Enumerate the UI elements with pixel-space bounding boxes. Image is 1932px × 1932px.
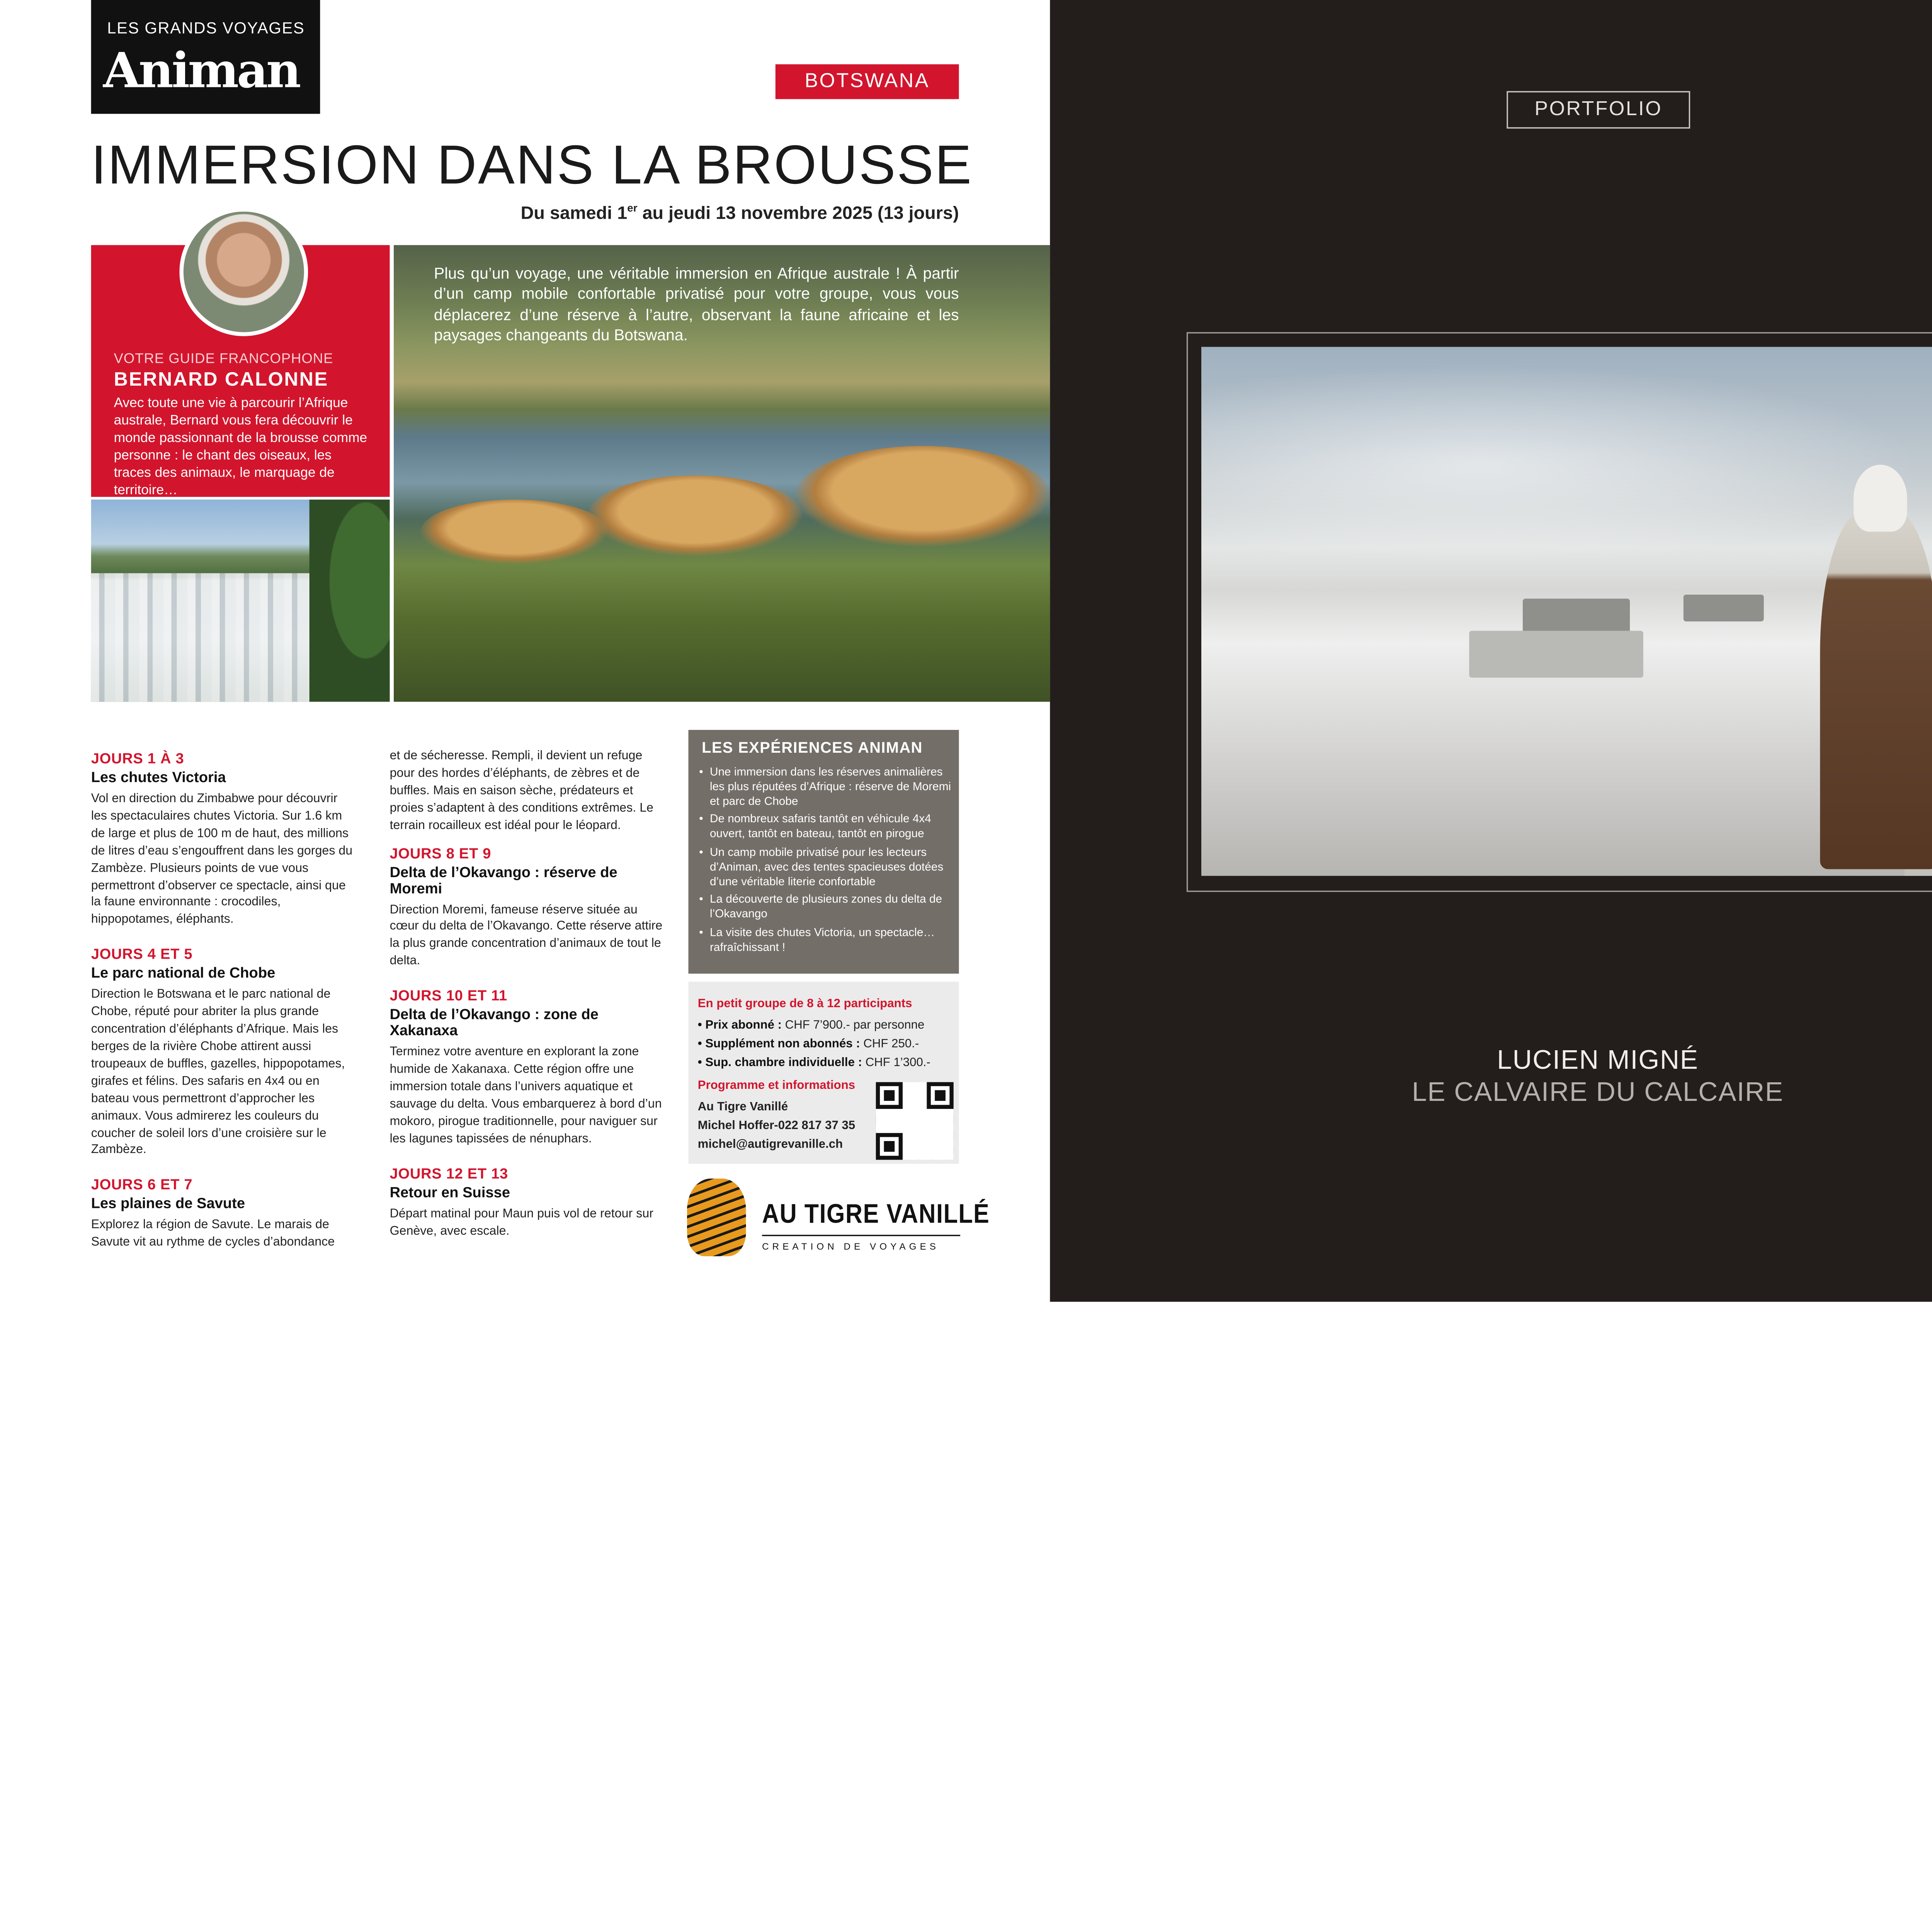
dust-haze xyxy=(1201,347,1932,561)
day-text-continued: et de sécheresse. Rempli, il devient un refuge pour des hordes d’éléphants, de zèbres et de buffles. Mais en saison sèche, prédateurs et proies s’adaptent à des conditions extrêmes. Le terrain rocailleux est idéal pour le léopard. xyxy=(389,748,654,832)
itinerary-day xyxy=(91,751,354,928)
lion-shape xyxy=(420,500,608,564)
limestone-quarry-photo xyxy=(1201,347,1932,876)
experience-item: • De nombreux safaris tantôt en véhicule 4x4 ouvert, tantôt en bateau, tantôt en pirogue xyxy=(699,812,954,841)
qr-finder xyxy=(876,1082,903,1109)
logo-wordmark: Animan xyxy=(103,43,299,99)
logo-tagline: LES GRANDS VOYAGES xyxy=(107,19,305,38)
truck-shape xyxy=(1469,631,1643,677)
au-tigre-vanille-logo xyxy=(687,1179,990,1259)
itinerary-column-2 xyxy=(390,747,665,1239)
lion-shape xyxy=(796,446,1050,546)
day-title: Retour en Suisse xyxy=(389,1185,510,1201)
experience-item: • La visite des chutes Victoria, un spectacle… rafraîchissant ! xyxy=(699,925,954,954)
price-value: CHF 7’900.- par personne xyxy=(782,1018,925,1031)
guide-bio: Avec toute une vie à parcourir l’Afrique australe, Bernard vous fera découvrir le monde passionnant de la brousse comme personne : le chant des oiseaux, les traces des animaux, le marquage de territoire… xyxy=(114,396,367,499)
contact-phone[interactable]: Michel Hoffer-022 817 37 35 xyxy=(697,1118,855,1132)
price-value: CHF 1’300.- xyxy=(862,1055,930,1069)
day-text: Vol en direction du Zimbabwe pour découvrir les spectaculaires chutes Victoria. Sur 1.6 km de large et plus de 100 m de haut, des millions de litres d’eau s’engouffrent dans les gorges du Zambèze. Plusieurs points de vue vous permettront d’observer ce spectacle, ainsi que la faune environnante : crocodiles, hippopotames, éléphants. xyxy=(91,791,353,926)
day-range: JOURS 1 À 3 xyxy=(91,751,184,768)
portfolio-work-title: LE CALVAIRE DU CALCAIRE xyxy=(1412,1078,1784,1108)
day-range: JOURS 8 ET 9 xyxy=(389,845,492,862)
lead-paragraph: Plus qu’un voyage, une véritable immersion en Afrique australe ! À partir d’un camp mobile confortable privatisé pour votre groupe, vous vous déplacerez d’une réserve à l’autre, observant la faune africaine et les paysages changeants du Botswana. xyxy=(434,264,959,344)
experiences-list xyxy=(699,765,954,958)
day-range: JOURS 12 ET 13 xyxy=(389,1166,509,1182)
day-text: Terminez votre aventure en explorant la zone humide de Xakanaxa. Cette région offre une immersion totale dans l’univers aquatique et sauvage du delta. Vous embarquerez à bord d’un mokoro, pirogue traditionnelle, pour naviguer sur les lagunes tapissées de nénuphars. xyxy=(389,1045,662,1145)
victoria-falls-photo xyxy=(91,500,390,702)
itinerary-day xyxy=(390,1166,665,1239)
price-row xyxy=(698,1018,925,1031)
experience-item: • Un camp mobile privatisé pour les lecteurs d’Animan, avec des tentes spacieuses dotées d’une véritable literie confortable xyxy=(699,845,954,888)
dates-start: Du samedi 1 xyxy=(520,203,628,223)
day-range: JOURS 4 ET 5 xyxy=(91,947,193,963)
lion-shape xyxy=(588,475,803,556)
day-text: Départ matinal pour Maun puis vol de retour sur Genève, avec escale. xyxy=(389,1206,654,1237)
contact-heading: Programme et informations xyxy=(697,1078,855,1092)
day-text: Direction Moremi, fameuse réserve située au cœur du delta de l’Okavango. Cette réserve attire la plus grande concentration d’animaux de tout le delta. xyxy=(389,902,663,968)
dates-end: au jeudi 13 novembre 2025 (13 jours) xyxy=(637,203,959,223)
contact-email[interactable]: michel@autigrevanille.ch xyxy=(697,1137,843,1151)
animan-logo xyxy=(91,0,320,114)
portfolio-author: LUCIEN MIGNÉ xyxy=(1497,1046,1699,1076)
truck-shape xyxy=(1523,599,1630,633)
day-title: Les plaines de Savute xyxy=(91,1196,245,1213)
truck-shape xyxy=(1684,595,1764,621)
day-title: Delta de l’Okavango : zone de Xakanaxa xyxy=(389,1007,599,1040)
day-title: Les chutes Victoria xyxy=(91,770,226,786)
guide-portrait xyxy=(179,207,308,336)
price-row xyxy=(698,1055,930,1069)
qr-finder xyxy=(876,1133,903,1160)
price-label: • Supplément non abonnés : xyxy=(697,1036,860,1050)
day-title: Le parc national de Chobe xyxy=(91,966,276,982)
tiger-icon xyxy=(687,1179,746,1256)
day-range: JOURS 10 ET 11 xyxy=(389,988,507,1005)
group-size: En petit groupe de 8 à 12 participants xyxy=(697,996,912,1010)
day-range: JOURS 6 ET 7 xyxy=(91,1177,193,1194)
guide-box xyxy=(91,245,390,497)
agency-tagline: CREATION DE VOYAGES xyxy=(762,1243,940,1252)
experience-item: • Une immersion dans les réserves animalières les plus réputées d’Afrique : réserve de Moremi et parc de Chobe xyxy=(699,765,954,808)
photo-frame xyxy=(1187,332,1932,892)
contact-agency: Au Tigre Vanillé xyxy=(697,1099,788,1113)
qr-finder xyxy=(927,1082,953,1109)
qr-code[interactable] xyxy=(876,1082,954,1160)
itinerary-column-1 xyxy=(91,751,354,1251)
guide-name: BERNARD CALONNE xyxy=(114,369,328,391)
experience-item: • La découverte de plusieurs zones du delta de l’Okavango xyxy=(699,893,954,922)
guide-role: VOTRE GUIDE FRANCOPHONE xyxy=(114,351,333,367)
price-row xyxy=(698,1037,919,1050)
day-text: Explorez la région de Savute. Le marais de Savute vit au rythme de cycles d’abondance xyxy=(91,1218,335,1249)
lions-photo xyxy=(394,245,1050,702)
man-silhouette xyxy=(1820,508,1932,869)
page-title: IMMERSION DANS LA BROUSSE xyxy=(91,134,973,196)
price-label: • Sup. chambre individuelle : xyxy=(697,1055,862,1069)
dates-ordinal: er xyxy=(627,202,638,214)
portfolio-tag: PORTFOLIO xyxy=(1507,91,1690,129)
itinerary-day xyxy=(91,947,354,1159)
day-text: Direction le Botswana et le parc national de Chobe, réputé pour abriter la plus grande concentration d’éléphants d’Afrique. Mais les berges de la rivière Chobe attirent aussi troupeaux de buffles, gazelles, hippopotames, girafes et félins. Des safaris en 4x4 ou en bateau vous permettront d’approcher les animaux. Vous admirerez les couleurs du coucher de soleil lors d’une croisière sur le Zambèze. xyxy=(91,987,345,1156)
pricing-box xyxy=(689,982,959,1164)
man-headscarf xyxy=(1854,465,1907,532)
logo-divider xyxy=(762,1235,960,1236)
itinerary-day xyxy=(390,846,665,970)
trip-dates xyxy=(521,202,959,223)
experiences-heading: LES EXPÉRIENCES ANIMAN xyxy=(702,740,923,757)
price-label: • Prix abonné : xyxy=(697,1018,782,1031)
day-title: Delta de l’Okavango : réserve de Moremi xyxy=(389,864,617,897)
country-tag: BOTSWANA xyxy=(776,64,959,99)
agency-name: AU TIGRE VANILLÉ xyxy=(762,1200,990,1230)
price-value: CHF 250.- xyxy=(860,1036,919,1050)
experiences-box xyxy=(689,730,959,974)
itinerary-day xyxy=(91,1178,354,1251)
left-page xyxy=(0,0,1050,1302)
itinerary-day xyxy=(390,988,665,1147)
tree-shape xyxy=(310,500,390,702)
